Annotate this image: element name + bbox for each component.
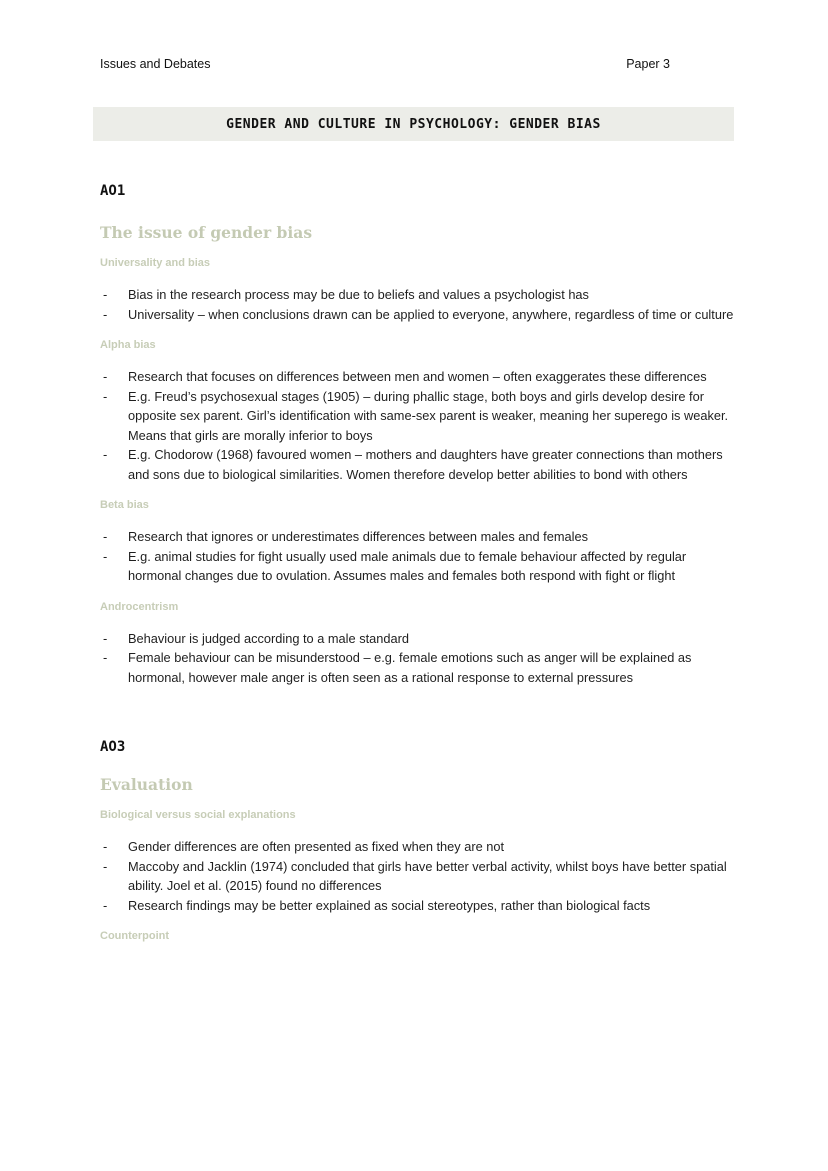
list-item: - Research that focuses on differences between men and women – often exaggerates these differences	[100, 367, 740, 387]
ao1-section-title: The issue of gender bias	[100, 223, 313, 242]
list-item: - Universality – when conclusions drawn can be applied to everyone, anywhere, regardless of time or culture	[100, 305, 740, 325]
list-item: - Female behaviour can be misunderstood – e.g. female emotions such as anger will be explained as hormonal, however male anger is often seen as a rational response to external pressures	[100, 648, 740, 687]
list-item: - E.g. Chodorow (1968) favoured women – mothers and daughters have greater connections than mothers and sons due to biological similarities. Women therefore develop better abilities to bond with others	[100, 445, 740, 484]
subheading-biological-vs-social: Biological versus social explanations	[100, 809, 296, 821]
document-content	[100, 183, 740, 942]
list-item: - Research that ignores or underestimates differences between males and females	[100, 527, 740, 547]
ao1-heading: AO1	[100, 183, 126, 199]
subheading-universality: Universality and bias	[100, 257, 211, 269]
bullet-list-alpha-bias	[100, 367, 740, 484]
ao3-section-title: Evaluation	[100, 775, 193, 794]
title-banner	[93, 107, 734, 141]
subheading-counterpoint: Counterpoint	[100, 930, 170, 942]
list-item: - Behaviour is judged according to a male standard	[100, 629, 740, 649]
bullet-list-universality	[100, 285, 740, 324]
page-title: GENDER AND CULTURE IN PSYCHOLOGY: GENDER BIAS	[226, 116, 601, 132]
list-item: - E.g. animal studies for fight usually used male animals due to female behaviour affected by regular hormonal changes due to ovulation. Assumes males and females both respond with fight or flight	[100, 547, 740, 586]
bullet-list-biological-vs-social	[100, 837, 740, 915]
list-item: - Research findings may be better explained as social stereotypes, rather than biological facts	[100, 896, 740, 916]
header-course-title: Issues and Debates	[100, 57, 211, 71]
page-header	[100, 57, 670, 71]
list-item: - Bias in the research process may be due to beliefs and values a psychologist has	[100, 285, 740, 305]
ao3-heading: AO3	[100, 739, 126, 755]
bullet-list-androcentrism	[100, 629, 740, 688]
list-item: - Maccoby and Jacklin (1974) concluded that girls have better verbal activity, whilst boys have better spatial ability. Joel et al. (2015) found no differences	[100, 857, 740, 896]
list-item: - E.g. Freud’s psychosexual stages (1905) – during phallic stage, both boys and girls develop desire for opposite sex parent. Girl’s identification with same-sex parent is weaker, meaning her superego is weaker. Means that girls are morally inferior to boys	[100, 387, 740, 446]
list-item: - Gender differences are often presented as fixed when they are not	[100, 837, 740, 857]
bullet-list-beta-bias	[100, 527, 740, 586]
subheading-alpha-bias: Alpha bias	[100, 339, 156, 351]
subheading-beta-bias: Beta bias	[100, 499, 149, 511]
header-paper-label: Paper 3	[626, 57, 670, 71]
subheading-androcentrism: Androcentrism	[100, 600, 179, 613]
